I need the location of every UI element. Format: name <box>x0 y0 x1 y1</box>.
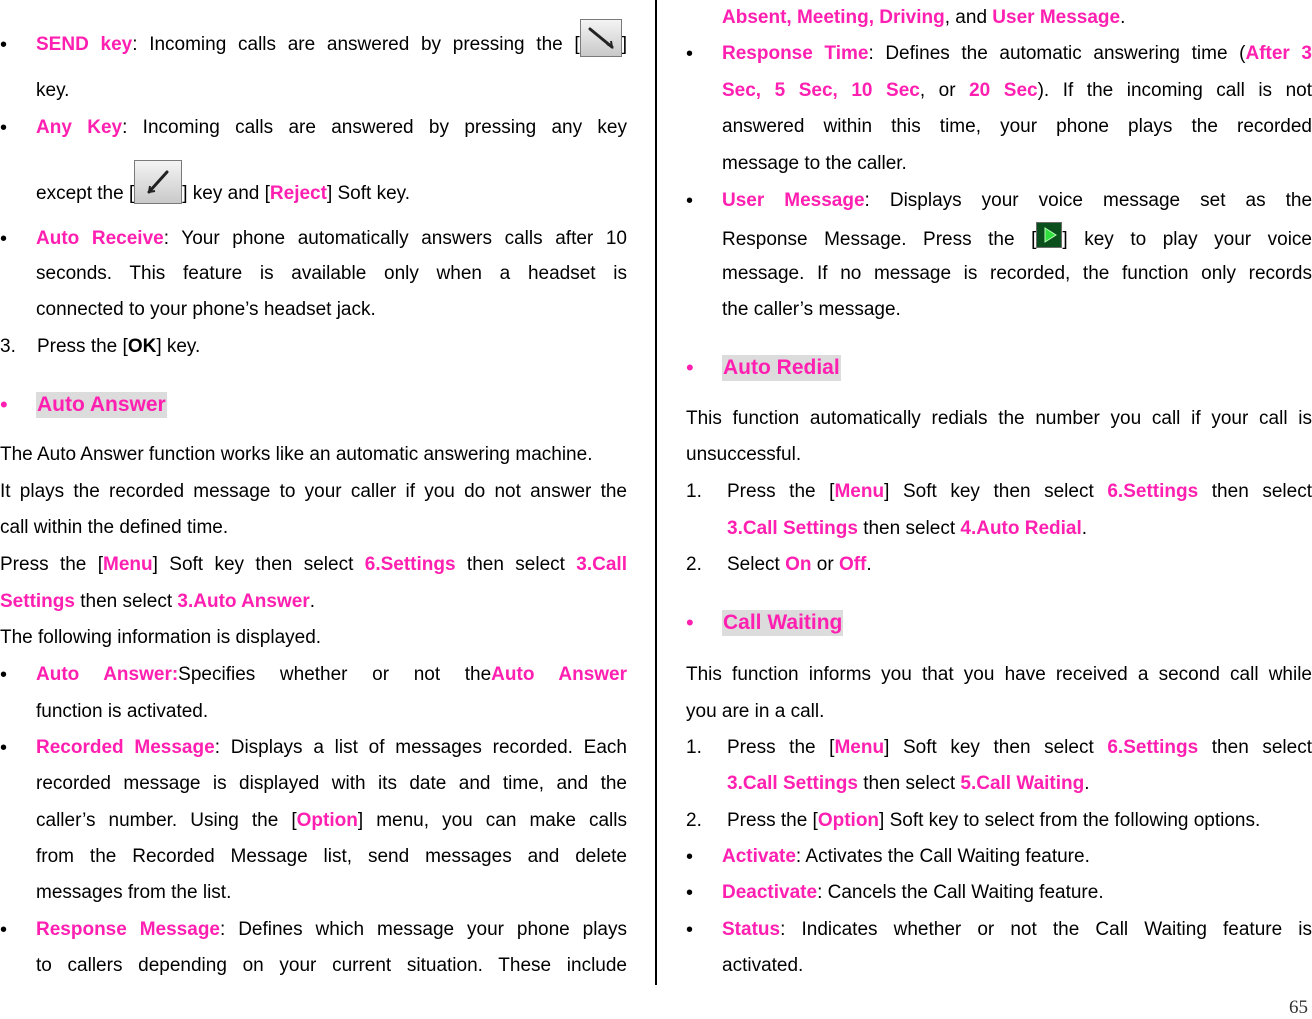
recorded-message-item: • Recorded Message: Displays a list of messages recorded. Each <box>36 736 627 760</box>
redial-step2: 2. Select On or Off. <box>686 554 872 575</box>
auto-receive-item: • Auto Receive: Your phone automatically answers calls after 10 <box>36 227 627 251</box>
heading-bullet-icon: • <box>686 610 694 635</box>
menu-path-cont: Settings then select 3.Auto Answer. <box>0 591 316 612</box>
menu-path: Press the [Menu] Soft key then select 6.Settings then select 3.Call <box>0 554 627 575</box>
auto-answer-option-cont: function is activated. <box>36 701 209 722</box>
recorded-line5: messages from the list. <box>36 882 232 903</box>
response-time-item: • Response Time: Defines the automatic answering time (After 3 <box>722 42 1312 66</box>
play-icon <box>1036 222 1062 248</box>
intro-line3: call within the defined time. <box>0 517 229 538</box>
page-number: 65 <box>1289 997 1308 1018</box>
send-key-item: • SEND key: Incoming calls are answered by pressing the [ ] <box>36 33 627 57</box>
response-message-cont: Absent, Meeting, Driving, and User Message. <box>722 7 1126 28</box>
status-item: • Status: Indicates whether or not the Call Waiting feature is <box>722 918 1312 942</box>
wait-step1-cont: 3.Call Settings then select 5.Call Waiting. <box>727 773 1090 794</box>
activate-item: • Activate: Activates the Call Waiting feature. <box>722 845 1312 869</box>
response-message-line2: to callers depending on your current situation. These include <box>36 955 627 976</box>
user-message-line4: the caller’s message. <box>722 299 901 320</box>
wait-line1: This function informs you that you have received a second call while <box>686 664 1312 685</box>
recorded-line2: recorded message is displayed with its date and time, and the <box>36 773 627 794</box>
send-key-icon <box>580 19 622 57</box>
any-key-item-cont: except the [ ] key and [Reject] Soft key. <box>36 182 627 206</box>
wait-step2: 2. Press the [Option] Soft key to select from the following options. <box>686 810 1261 831</box>
redial-line1: This function automatically redials the number you call if your call is <box>686 408 1312 429</box>
any-key-item: • Any Key: Incoming calls are answered by pressing any key <box>36 116 627 140</box>
auto-receive-line2: seconds. This feature is available only when a headset is <box>36 263 627 284</box>
auto-answer-option: • Auto Answer:Specifies whether or not theAuto Answer <box>36 663 627 687</box>
redial-step1: 1. Press the [Menu] Soft key then select 6.Settings then select <box>686 481 1312 502</box>
user-message-item: • User Message: Displays your voice message set as the <box>722 189 1312 213</box>
response-message-item: • Response Message: Defines which message your phone plays <box>36 918 627 942</box>
redial-step1-cont: 3.Call Settings then select 4.Auto Redial. <box>727 518 1088 539</box>
heading-bullet-icon: • <box>0 392 8 417</box>
status-item-cont: activated. <box>722 955 804 976</box>
end-key-icon <box>134 160 182 204</box>
step-3: 3. Press the [OK] key. <box>0 336 201 357</box>
user-message-line3: message. If no message is recorded, the function only records <box>722 263 1312 284</box>
redial-line2: unsuccessful. <box>686 444 802 465</box>
response-time-line2: Sec, 5 Sec, 10 Sec, or 20 Sec). If the incoming call is not <box>722 80 1312 101</box>
auto-receive-line3: connected to your phone’s headset jack. <box>36 299 376 320</box>
intro-line1: The Auto Answer function works like an automatic answering machine. <box>0 444 593 465</box>
section-heading-auto-redial: Auto Redial <box>723 356 840 379</box>
recorded-line3: caller’s number. Using the [Option] menu, you can make calls <box>36 810 627 831</box>
wait-step1: 1. Press the [Menu] Soft key then select 6.Settings then select <box>686 737 1312 758</box>
heading-bullet-icon: • <box>686 355 694 380</box>
user-message-line2: Response Message. Press the [ ] key to play your voice <box>722 228 1312 252</box>
section-heading-call-waiting: Call Waiting <box>723 611 843 634</box>
following-info: The following information is displayed. <box>0 627 322 648</box>
send-key-item-cont: key. <box>36 80 70 101</box>
column-divider <box>655 0 657 985</box>
intro-line2: It plays the recorded message to your caller if you do not answer the <box>0 481 627 502</box>
wait-line2: you are in a call. <box>686 701 825 722</box>
section-heading-auto-answer: Auto Answer <box>37 393 166 416</box>
deactivate-item: • Deactivate: Cancels the Call Waiting feature. <box>722 881 1312 905</box>
response-time-line3: answered within this time, your phone plays the recorded <box>722 116 1312 137</box>
recorded-line4: from the Recorded Message list, send messages and delete <box>36 846 627 867</box>
response-time-line4: message to the caller. <box>722 153 907 174</box>
